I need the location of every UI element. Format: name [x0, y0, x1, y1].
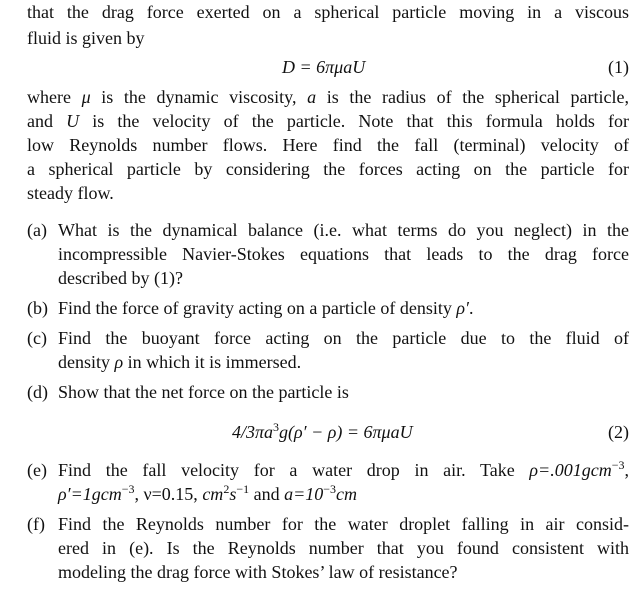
- math: g(ρ′ − ρ) = 6πμaU: [279, 422, 413, 442]
- text-line: modeling the drag force with Stokes’ law of resistance?: [58, 562, 458, 582]
- math: cm: [336, 484, 358, 504]
- t: density: [58, 352, 115, 372]
- math: ρ′: [456, 298, 469, 318]
- math: μ: [81, 87, 91, 107]
- text-line: incompressible Navier-Stokes equations that leads to the drag force: [58, 244, 629, 264]
- t: , ν=0.15,: [134, 484, 203, 504]
- text-line: [27, 86, 629, 108]
- t: is the velocity of the particle. Note that this formula holds for: [79, 111, 629, 131]
- text-line: [27, 110, 629, 132]
- text-line: [58, 483, 629, 505]
- text-line: steady flow.: [27, 183, 114, 203]
- math: a: [307, 87, 317, 107]
- t: is the dynamic viscosity,: [90, 87, 308, 107]
- math: cm: [202, 484, 224, 504]
- math: gcm: [581, 460, 612, 480]
- equation-2: [232, 421, 413, 443]
- item-label: (e): [27, 460, 47, 480]
- text-line: Find the buoyant force acting on the particle due to the fluid of: [58, 328, 629, 348]
- text-line: described by (1)?: [58, 268, 183, 288]
- item-label: (c): [27, 328, 47, 348]
- math: ρ: [114, 352, 124, 372]
- text-line: ered in (e). Is the Reynolds number that you found consistent with: [58, 538, 629, 558]
- item-label: (d): [27, 382, 48, 402]
- t: and: [249, 484, 285, 504]
- math: ρ=.001: [529, 460, 582, 480]
- item-label: (f): [27, 514, 45, 534]
- t: where: [27, 87, 82, 107]
- t: is the radius of the spherical particle,: [316, 87, 629, 107]
- equation-1: [282, 56, 365, 78]
- t: ,: [624, 460, 629, 480]
- math: 4/3πa: [232, 422, 274, 442]
- text-line: [58, 351, 629, 373]
- math: −3: [121, 482, 135, 496]
- text-line: Find the Reynolds number for the water droplet falling in air consid-: [58, 514, 629, 534]
- math: −1: [236, 482, 250, 496]
- math: gcm: [91, 484, 122, 504]
- text-line: [58, 297, 629, 319]
- math: 3: [273, 420, 280, 434]
- text-line: that the drag force exerted on a spherical particle moving in a viscous: [27, 2, 629, 22]
- text-line: Show that the net force on the particle is: [58, 382, 349, 402]
- text-line: a spherical particle by considering the forces acting on the particle for: [27, 159, 629, 179]
- math: a=10: [284, 484, 324, 504]
- text-line: low Reynolds number flows. Here find the fall (terminal) velocity of: [27, 135, 629, 155]
- math: −3: [611, 458, 625, 472]
- equation-number: (1): [608, 57, 629, 77]
- t: .: [468, 298, 474, 318]
- t: Find the force of gravity acting on a particle of density: [58, 298, 457, 318]
- math: 2: [223, 482, 230, 496]
- t: and: [27, 111, 67, 131]
- math: −3: [323, 482, 337, 496]
- item-label: (b): [27, 298, 48, 318]
- t: in which it is immersed.: [123, 352, 302, 372]
- t: Find the fall velocity for a water drop in air. Take: [58, 460, 530, 480]
- item-label: (a): [27, 220, 47, 240]
- equation-text: D = 6πμaU: [282, 57, 366, 77]
- math: U: [66, 111, 80, 131]
- text-line: fluid is given by: [27, 28, 145, 48]
- math: s: [229, 484, 237, 504]
- equation-number: (2): [608, 422, 629, 442]
- text-line: [58, 459, 629, 481]
- math: ρ′=1: [58, 484, 92, 504]
- text-line: What is the dynamical balance (i.e. what terms do you neglect) in the: [58, 220, 629, 240]
